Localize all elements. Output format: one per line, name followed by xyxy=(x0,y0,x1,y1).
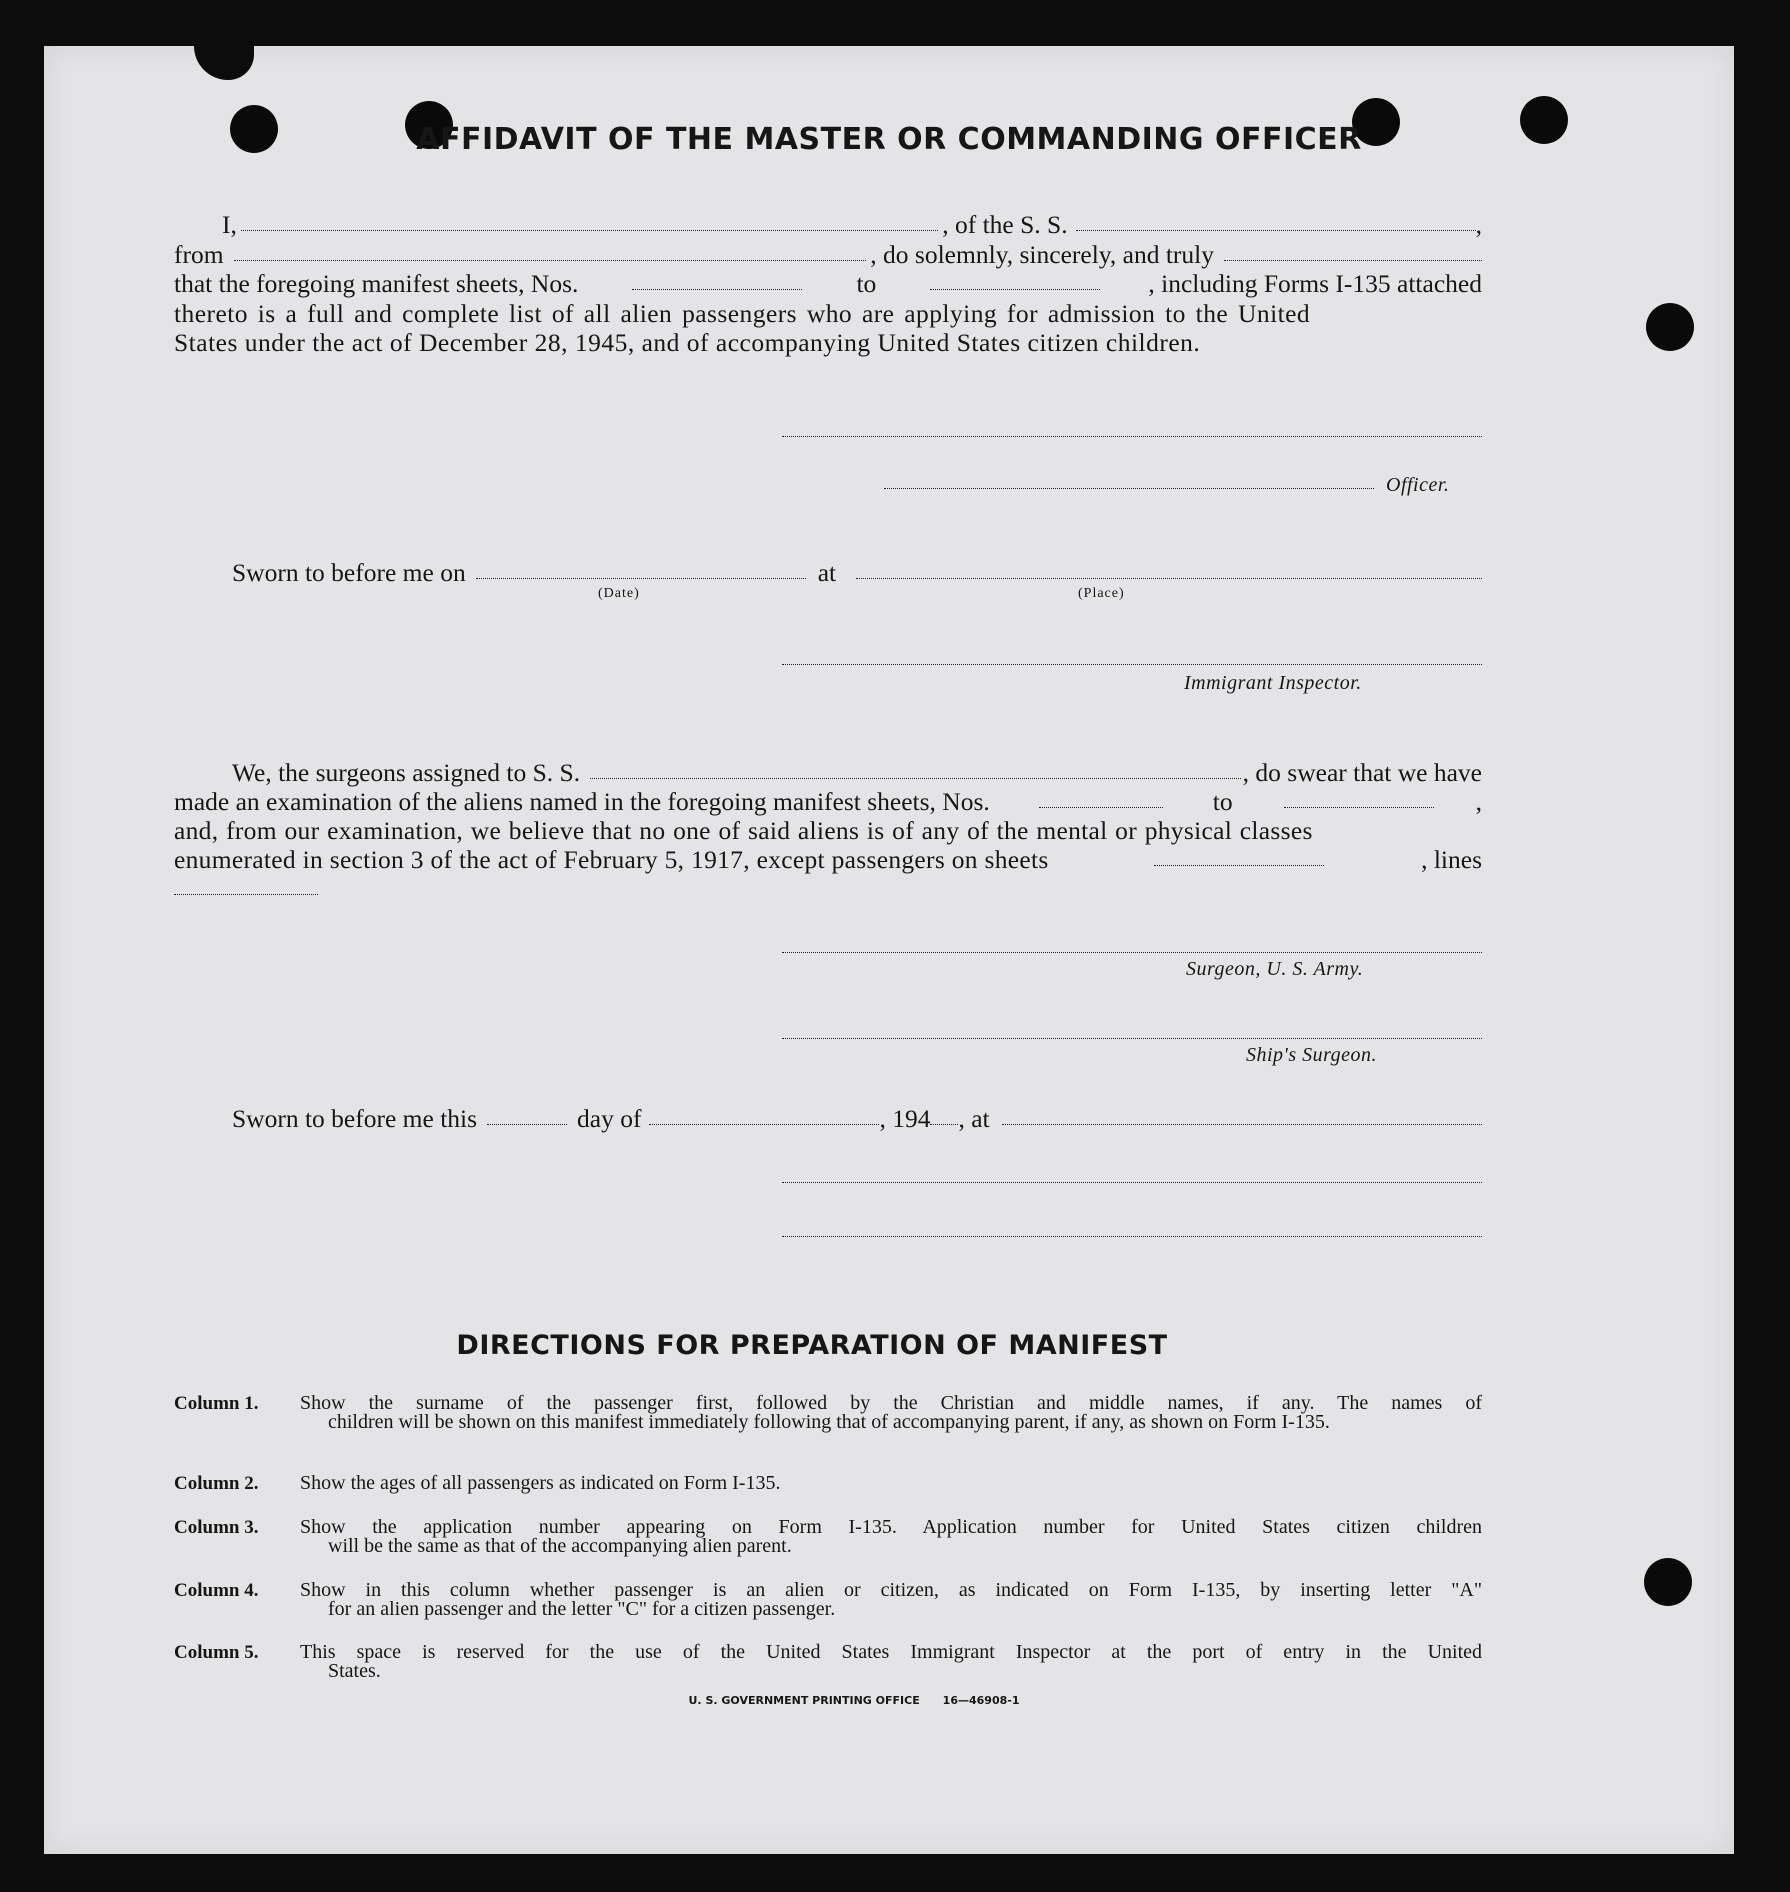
oath-field[interactable] xyxy=(1224,240,1482,261)
ship-surgeon-signature-line[interactable] xyxy=(782,1038,1482,1039)
punch-hole xyxy=(1644,1558,1692,1606)
sworn-month-field[interactable] xyxy=(649,1104,879,1125)
affidavit-forms: , including Forms I-135 attached xyxy=(1148,269,1482,298)
sworn-title-line[interactable] xyxy=(782,1236,1482,1237)
surgeons-enumerated: enumerated in section 3 of the act of February 5, 1917, except passengers on sheets xyxy=(174,845,1049,874)
surgeons-sheet-from-field[interactable] xyxy=(1039,787,1163,808)
surgeons-assigned: We, the surgeons assigned to S. S. xyxy=(232,758,581,787)
affidavit-i: I, xyxy=(222,210,237,239)
affidavit-line-4: thereto is a full and complete list of all alien passengers who are applying for admission to the United xyxy=(174,299,1311,328)
surgeons-examination: made an examination of the aliens named in the foregoing manifest sheets, Nos. xyxy=(174,787,990,816)
surgeons-to: to xyxy=(1212,787,1233,816)
directions-title: DIRECTIONS FOR PREPARATION OF MANIFEST xyxy=(456,1330,1168,1361)
punct: , xyxy=(1475,787,1482,816)
affidavit-line-5: States under the act of December 28, 1945, and of accompanying United States citizen children. xyxy=(174,328,1201,357)
column-3-text: Show the application number appearing on Form I-135. Application number for United States citizen children xyxy=(300,1516,1482,1538)
officer-caption: Officer. xyxy=(1386,474,1450,496)
column-4-text-cont: for an alien passenger and the letter "C" for a citizen passenger. xyxy=(328,1598,836,1620)
column-2-text: Show the ages of all passengers as indicated on Form I-135. xyxy=(300,1472,781,1494)
column-3-label: Column 3. xyxy=(174,1517,259,1538)
army-surgeon-signature-line[interactable] xyxy=(782,952,1482,953)
ship-surgeon-caption: Ship's Surgeon. xyxy=(1246,1044,1378,1066)
sworn-line-2 xyxy=(174,1104,1482,1134)
surgeons-line-4 xyxy=(174,845,1482,875)
affidavit-solemnly: , do solemnly, sincerely, and truly xyxy=(870,240,1214,269)
surgeons-except-sheets-field[interactable] xyxy=(1154,845,1324,866)
surgeons-swear: , do swear that we have xyxy=(1242,758,1482,787)
surgeons-line-1 xyxy=(174,758,1482,788)
surgeons-lines-field[interactable] xyxy=(174,894,318,895)
sworn-day-of: day of xyxy=(577,1104,642,1133)
column-5-text: This space is reserved for the use of the United States Immigrant Inspector at the port of entry in the United xyxy=(300,1641,1482,1663)
sworn-place-field-2[interactable] xyxy=(1002,1104,1482,1125)
sheet-to-field[interactable] xyxy=(930,269,1100,290)
affidavit-to: to xyxy=(856,269,877,298)
sworn-year: , 194 xyxy=(879,1104,931,1133)
port-from-field[interactable] xyxy=(234,240,867,261)
column-3-text-cont: will be the same as that of the accompanying alien parent. xyxy=(328,1535,792,1557)
date-caption: (Date) xyxy=(598,586,640,601)
surgeons-line-2 xyxy=(174,787,1482,817)
sworn-day-field[interactable] xyxy=(487,1104,567,1125)
sworn-at-2: , at xyxy=(958,1104,990,1133)
surgeons-ship-field[interactable] xyxy=(590,758,1241,779)
surgeons-line-3: and, from our examination, we believe that no one of said aliens is of any of the mental or physical classes xyxy=(174,816,1313,845)
affidavit-line-3 xyxy=(174,269,1482,299)
officer-title-line[interactable] xyxy=(884,488,1374,489)
sworn-signature-line[interactable] xyxy=(782,1182,1482,1183)
affidavit-title: AFFIDAVIT OF THE MASTER OR COMMANDING OFFICER xyxy=(416,122,1362,157)
affidavit-line-1 xyxy=(174,210,1482,240)
inspector-caption: Immigrant Inspector. xyxy=(1184,672,1362,694)
column-2-label: Column 2. xyxy=(174,1473,259,1494)
affidavit-sheets: that the foregoing manifest sheets, Nos. xyxy=(174,269,579,298)
affidavit-line-2 xyxy=(174,240,1482,270)
column-1-text-cont: children will be shown on this manifest immediately following that of accompanying parent, if any, as shown on Form I-135. xyxy=(328,1411,1330,1433)
inspector-signature-line[interactable] xyxy=(782,664,1482,665)
column-4-text: Show in this column whether passenger is an alien or citizen, as indicated on Form I-135, by inserting letter "A" xyxy=(300,1579,1482,1601)
column-5-text-cont: States. xyxy=(328,1660,381,1682)
army-surgeon-caption: Surgeon, U. S. Army. xyxy=(1186,958,1364,980)
column-1-label: Column 1. xyxy=(174,1393,259,1414)
column-1-text: Show the surname of the passenger first, followed by the Christian and middle names, if any. The names of xyxy=(300,1392,1482,1414)
affidavit-from: from xyxy=(174,240,224,269)
sworn-before-this: Sworn to before me this xyxy=(232,1104,478,1133)
surgeons-sheet-to-field[interactable] xyxy=(1284,787,1434,808)
sworn-year-field[interactable] xyxy=(930,1104,958,1125)
sworn-line-1 xyxy=(174,558,1482,588)
column-5-label: Column 5. xyxy=(174,1642,259,1663)
sworn-date-field[interactable] xyxy=(476,558,806,579)
sheet-from-field[interactable] xyxy=(632,269,802,290)
sworn-place-field[interactable] xyxy=(856,558,1482,579)
sworn-before-on: Sworn to before me on xyxy=(232,558,466,587)
place-caption: (Place) xyxy=(1078,586,1125,601)
affidavit-ship-label: , of the S. S. xyxy=(942,210,1068,239)
document-page xyxy=(44,46,1734,1854)
column-4-label: Column 4. xyxy=(174,1580,259,1601)
torn-corner xyxy=(194,46,254,80)
master-name-field[interactable] xyxy=(241,210,938,231)
ship-name-field[interactable] xyxy=(1076,210,1476,231)
punch-hole xyxy=(1646,303,1694,351)
sworn-at: at xyxy=(817,558,837,587)
printing-office-footer: U. S. GOVERNMENT PRINTING OFFICE 16—46908-1 xyxy=(688,1694,1020,1707)
punct: , xyxy=(1475,210,1482,239)
master-signature-line[interactable] xyxy=(782,436,1482,437)
surgeons-lines: , lines xyxy=(1421,845,1482,874)
